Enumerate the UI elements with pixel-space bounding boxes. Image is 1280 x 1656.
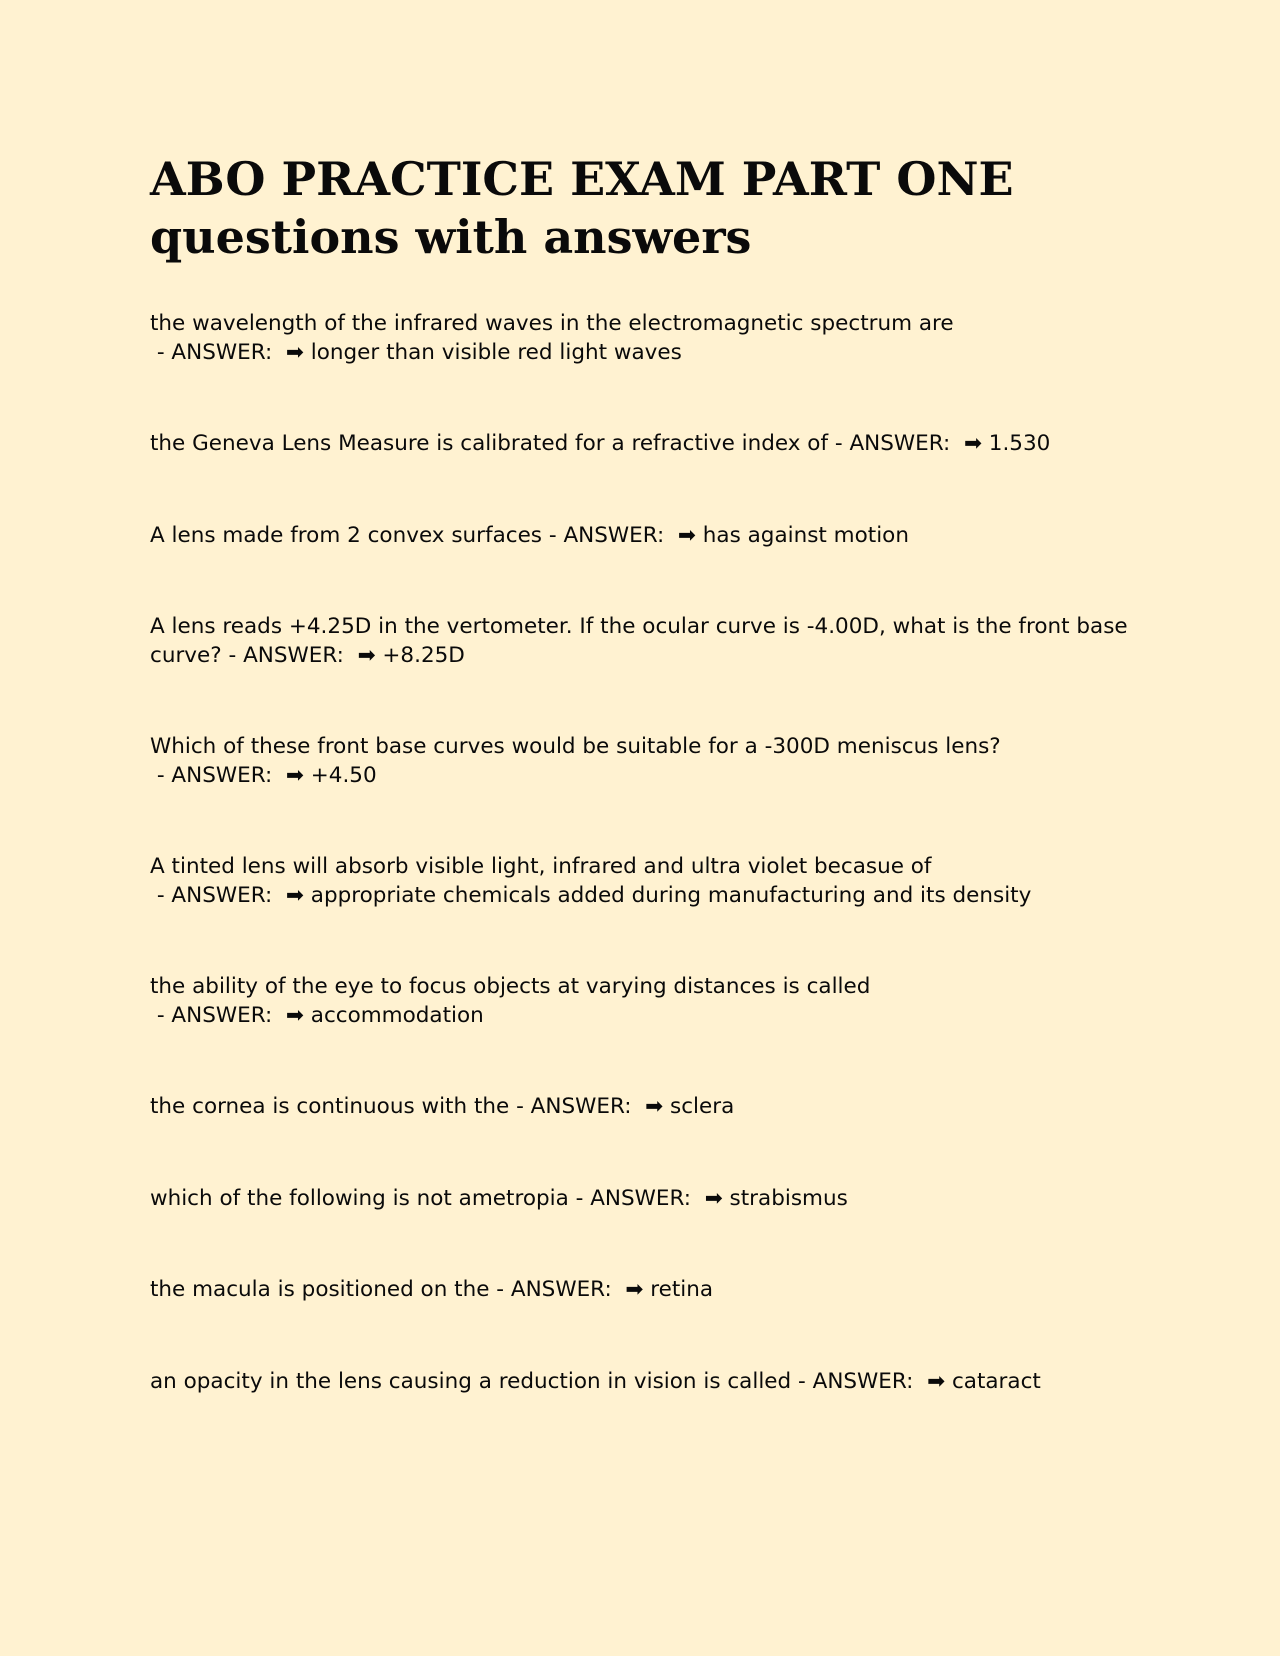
qa-item — [150, 1276, 1140, 1305]
arrow-icon: ➡ — [357, 642, 383, 668]
question-text: the Geneva Lens Measure is calibrated for a refractive index of — [150, 431, 829, 456]
arrow-icon: ➡ — [285, 762, 311, 788]
answer-separator: - ANSWER: — [791, 1368, 928, 1394]
answer-text: +4.50 — [310, 762, 377, 788]
answer-separator: - ANSWER: — [568, 1185, 705, 1211]
qa-item — [150, 733, 1140, 790]
qa-item — [150, 310, 1140, 367]
question-text: the wavelength of the infrared waves in the electromagnetic spectrum are — [150, 311, 954, 336]
qa-item — [150, 1185, 1140, 1214]
arrow-icon: ➡ — [927, 1368, 952, 1394]
answer-separator: - ANSWER: — [221, 642, 358, 668]
answer-text: cataract — [951, 1368, 1041, 1394]
answer-separator: - ANSWER: — [150, 762, 286, 788]
arrow-icon: ➡ — [645, 1094, 670, 1119]
question-text: the ability of the eye to focus objects at varying distances is called — [150, 974, 871, 999]
qa-item — [150, 853, 1140, 910]
answer-text: retina — [650, 1277, 714, 1302]
answer-separator: - ANSWER: — [509, 1094, 646, 1119]
question-text: the macula is positioned on the — [150, 1277, 490, 1302]
answer-separator: - ANSWER: — [542, 522, 678, 548]
title-line-1: ABO PRACTICE EXAM PART ONE — [150, 152, 1014, 206]
document-page — [150, 150, 1140, 1396]
answer-text: strabismus — [729, 1185, 848, 1211]
answer-text: has against motion — [702, 522, 909, 548]
answer-text: longer than visible red light waves — [310, 339, 682, 365]
answer-text: 1.530 — [988, 431, 1051, 456]
answer-separator: - ANSWER: — [150, 339, 286, 365]
question-text: an opacity in the lens causing a reduction in vision is called — [150, 1368, 792, 1394]
arrow-icon: ➡ — [704, 1185, 730, 1211]
answer-separator: - ANSWER: — [489, 1277, 626, 1302]
arrow-icon: ➡ — [677, 522, 703, 548]
answer-text: +8.25D — [382, 642, 465, 668]
arrow-icon: ➡ — [285, 882, 311, 908]
arrow-icon: ➡ — [285, 339, 311, 365]
answer-text: sclera — [670, 1094, 735, 1119]
question-text: the cornea is continuous with the — [150, 1094, 510, 1119]
arrow-icon: ➡ — [963, 431, 989, 456]
qa-item — [150, 1368, 1140, 1397]
qa-item — [150, 613, 1140, 670]
question-text: A lens reads +4.25D in the vertometer. If the ocular curve is -4.00D, what is the front base curve? — [150, 614, 1128, 668]
answer-text: appropriate chemicals added during manufacturing and its density — [310, 882, 1032, 908]
question-text: Which of these front base curves would be suitable for a -300D meniscus lens? — [150, 734, 1001, 759]
answer-text: accommodation — [310, 1002, 484, 1028]
qa-item — [150, 1093, 1140, 1122]
document-title — [150, 150, 1140, 266]
qa-item — [150, 522, 1140, 551]
answer-separator: - ANSWER: — [150, 882, 286, 908]
arrow-icon: ➡ — [625, 1277, 651, 1302]
qa-item — [150, 973, 1140, 1030]
question-text: A tinted lens will absorb visible light, infrared and ultra violet becasue of — [150, 854, 932, 879]
arrow-icon: ➡ — [285, 1002, 311, 1028]
question-text: which of the following is not ametropia — [150, 1185, 569, 1211]
title-line-2: questions with answers — [150, 210, 752, 264]
qa-item — [150, 430, 1140, 459]
answer-separator: - ANSWER: — [828, 431, 964, 456]
answer-separator: - ANSWER: — [150, 1002, 286, 1028]
question-text: A lens made from 2 convex surfaces — [150, 522, 543, 548]
